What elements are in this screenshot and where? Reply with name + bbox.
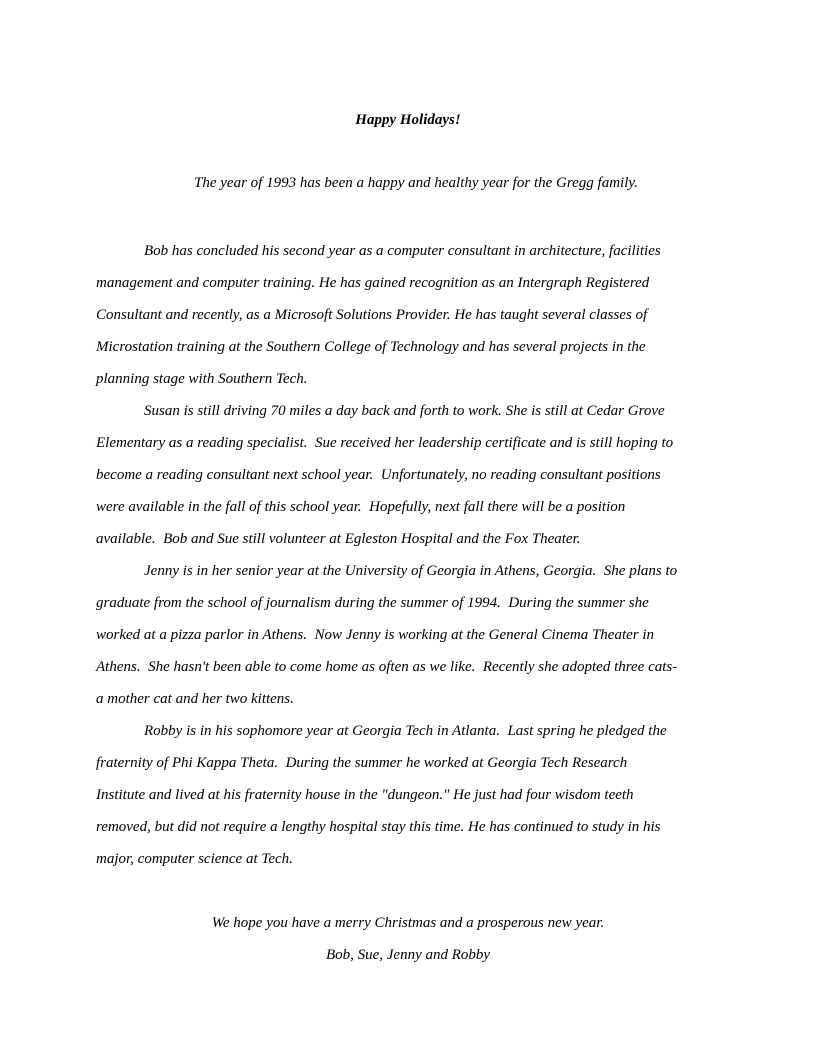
paragraph-line: Elementary as a reading specialist. Sue received her leadership certificate and is still hoping to — [96, 435, 674, 451]
paragraph-line: Robby is in his sophomore year at Georgia Tech in Atlanta. Last spring he pledged the — [144, 723, 667, 739]
paragraph-line: were available in the fall of this school year. Hopefully, next fall there will be a position — [96, 499, 626, 515]
paragraph-line: Bob has concluded his second year as a computer consultant in architecture, facilities — [144, 243, 661, 259]
letter-body — [96, 235, 736, 875]
letter-title: Happy Holidays! — [355, 112, 461, 128]
paragraph-line: Jenny is in her senior year at the University of Georgia in Athens, Georgia. She plans to — [144, 563, 678, 579]
paragraph-jenny — [96, 555, 736, 715]
paragraph-line: Athens. She hasn't been able to come home as often as we like. Recently she adopted three cats- — [96, 659, 678, 675]
closing-wish: We hope you have a merry Christmas and a prosperous new year. — [211, 915, 605, 931]
paragraph-line: fraternity of Phi Kappa Theta. During the summer he worked at Georgia Tech Research — [96, 755, 628, 771]
paragraph-line: Susan is still driving 70 miles a day back and forth to work. She is still at Cedar Grove — [144, 403, 665, 419]
letter-closing — [0, 907, 816, 971]
paragraph-line: worked at a pizza parlor in Athens. Now Jenny is working at the General Cinema Theater in — [96, 627, 655, 643]
paragraph-line: Institute and lived at his fraternity house in the "dungeon." He just had four wisdom teeth — [96, 787, 634, 803]
paragraph-line: become a reading consultant next school year. Unfortunately, no reading consultant positions — [96, 467, 661, 483]
paragraph-line: Consultant and recently, as a Microsoft Solutions Provider. He has taught several classes of — [96, 307, 648, 323]
paragraph-line: major, computer science at Tech. — [96, 851, 293, 867]
paragraph-line: planning stage with Southern Tech. — [96, 371, 308, 387]
intro-line: The year of 1993 has been a happy and healthy year for the Gregg family. — [194, 175, 638, 191]
signature: Bob, Sue, Jenny and Robby — [325, 947, 491, 963]
paragraph-line: graduate from the school of journalism during the summer of 1994. During the summer she — [96, 595, 649, 611]
paragraph-line: Microstation training at the Southern College of Technology and has several projects in the — [96, 339, 646, 355]
paragraph-line: management and computer training. He has gained recognition as an Intergraph Registered — [96, 275, 650, 291]
paragraph-line: removed, but did not require a lengthy hospital stay this time. He has continued to study in his — [96, 819, 661, 835]
paragraph-robby — [96, 715, 736, 875]
paragraph-bob — [96, 235, 736, 395]
paragraph-line: a mother cat and her two kittens. — [96, 691, 294, 707]
paragraph-line: available. Bob and Sue still volunteer at Egleston Hospital and the Fox Theater. — [96, 531, 581, 547]
paragraph-susan — [96, 395, 736, 555]
